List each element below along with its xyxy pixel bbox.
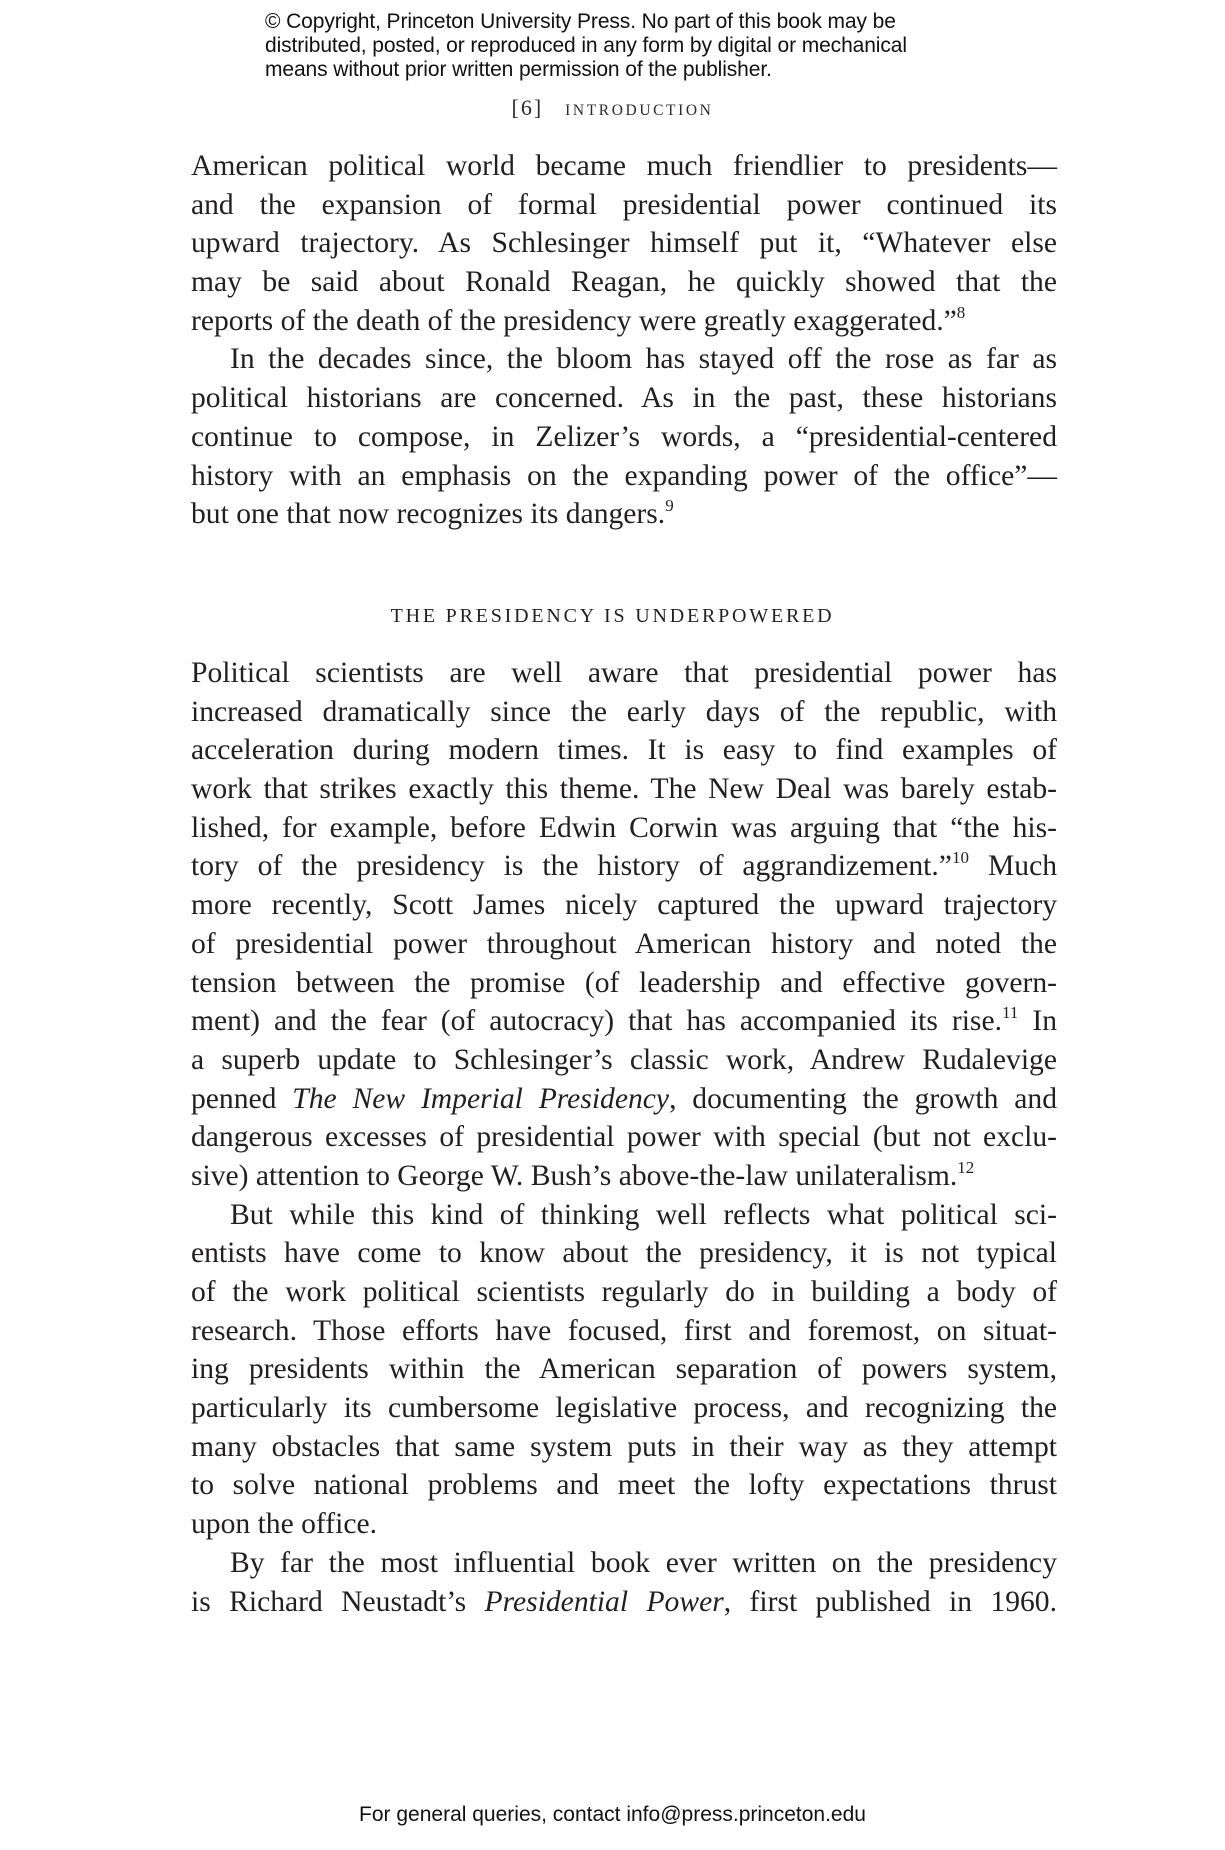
text-span: , first published in 1960. [723, 1585, 1058, 1618]
paragraph [191, 1196, 1057, 1544]
footer-contact: For general queries, contact info@press.princeton.edu [359, 1803, 866, 1826]
text-line: and the expansion of formal presidential power continued its [191, 188, 1057, 221]
text-line: acceleration during modern times. It is easy to find examples of [191, 734, 1057, 767]
text-line: continue to compose, in Zelizer’s words, a “presidential-centered [191, 420, 1057, 453]
text-span: ment) and the fear (of autocracy) that has accompanied its rise. [191, 1005, 1002, 1038]
text-line: of the work political scientists regularly do in building a body of [191, 1276, 1057, 1308]
footnote-marker[interactable]: 10 [951, 848, 969, 868]
text-line: particularly its cumbersome legislative process, and recognizing the [191, 1392, 1057, 1425]
text-line: more recently, Scott James nicely captured the upward trajectory [191, 889, 1057, 922]
text-line [191, 302, 1057, 341]
text-line: tension between the promise (of leadership and effective govern- [191, 966, 1057, 999]
text-line: By far the most influential book ever written on the presidency [230, 1546, 1057, 1579]
text-line: may be said about Ronald Reagan, he quickly showed that the [191, 266, 1057, 299]
text-line: ing presidents within the American separation of powers system, [191, 1353, 1057, 1386]
text-line: research. Those efforts have focused, first and foremost, on situat- [191, 1314, 1057, 1347]
text-span: Much [987, 850, 1057, 883]
text-span: In [1032, 1005, 1058, 1038]
text-line: upon the office. [191, 1508, 378, 1541]
text-line: history with an emphasis on the expanding power of the office”— [191, 459, 1057, 492]
footnote-marker[interactable]: 8 [956, 302, 966, 322]
text-span: tory of the presidency is the history of aggrandizement.” [191, 850, 952, 883]
text-line: a superb update to Schlesinger’s classic work, Andrew Rudalevige [191, 1043, 1057, 1076]
paragraph [191, 340, 1057, 533]
text-line [191, 847, 1057, 886]
copyright-line: © Copyright, Princeton University Press. No part of this book may be [265, 10, 896, 33]
book-title: Presidential Power [484, 1585, 724, 1618]
paragraph [191, 654, 1057, 1196]
text-line [191, 495, 1057, 534]
text-line: increased dramatically since the early days of the republic, with [191, 695, 1057, 728]
copyright-line: distributed, posted, or reproduced in any form by digital or mechanical [265, 34, 907, 57]
text-line: of presidential power throughout American history and noted the [191, 927, 1057, 960]
text-span: sive) attention to George W. Bush’s above-the-law unilateralism. [191, 1159, 958, 1192]
text-line: work that strikes exactly this theme. The New Deal was barely estab- [191, 773, 1057, 806]
text-line: to solve national problems and meet the lofty expectations thrust [191, 1469, 1057, 1502]
body-text-top [191, 147, 1057, 534]
footnote-marker[interactable]: 9 [665, 496, 674, 516]
text-line: American political world became much friendlier to presidents— [191, 150, 1057, 182]
text-span: is Richard Neustadt’s [191, 1585, 467, 1618]
text-line [191, 1002, 1057, 1041]
text-span: but one that now recognizes its dangers. [191, 498, 666, 531]
text-span: reports of the death of the presidency were greatly exaggerated.” [191, 304, 957, 337]
text-line [191, 1583, 1057, 1622]
text-line: In the decades since, the bloom has stayed off the rose as far as [230, 343, 1057, 376]
body-text-bottom [191, 654, 1057, 1621]
footnote-marker[interactable]: 12 [957, 1157, 975, 1177]
text-line: dangerous excesses of presidential power with special (but not exclu- [191, 1121, 1057, 1154]
text-line: upward trajectory. As Schlesinger himself put it, “Whatever else [191, 227, 1057, 260]
page-number: [6] [511, 95, 544, 120]
text-line: lished, for example, before Edwin Corwin was arguing that “the his- [191, 811, 1057, 844]
text-line [191, 1157, 1057, 1196]
text-line [191, 1080, 1057, 1119]
text-span: , documenting the growth and [669, 1082, 1057, 1115]
text-line: Political scientists are well aware that presidential power has [191, 657, 1057, 689]
copyright-notice [265, 10, 965, 82]
text-line: entists have come to know about the presidency, it is not typical [191, 1237, 1057, 1270]
book-title: The New Imperial Presidency [292, 1082, 670, 1115]
section-heading: THE PRESIDENCY IS UNDERPOWERED [390, 605, 835, 627]
text-span: penned [191, 1082, 277, 1115]
chapter-title: INTRODUCTION [565, 102, 714, 119]
copyright-line: means without prior written permission of the publisher. [265, 58, 772, 81]
paragraph [191, 1544, 1057, 1621]
text-line: political historians are concerned. As in the past, these historians [191, 382, 1057, 415]
text-line: But while this kind of thinking well reflects what political sci- [230, 1198, 1057, 1231]
footnote-marker[interactable]: 11 [1002, 1003, 1019, 1023]
text-line: many obstacles that same system puts in their way as they attempt [191, 1430, 1057, 1463]
running-head [0, 95, 1225, 124]
paragraph [191, 147, 1057, 340]
